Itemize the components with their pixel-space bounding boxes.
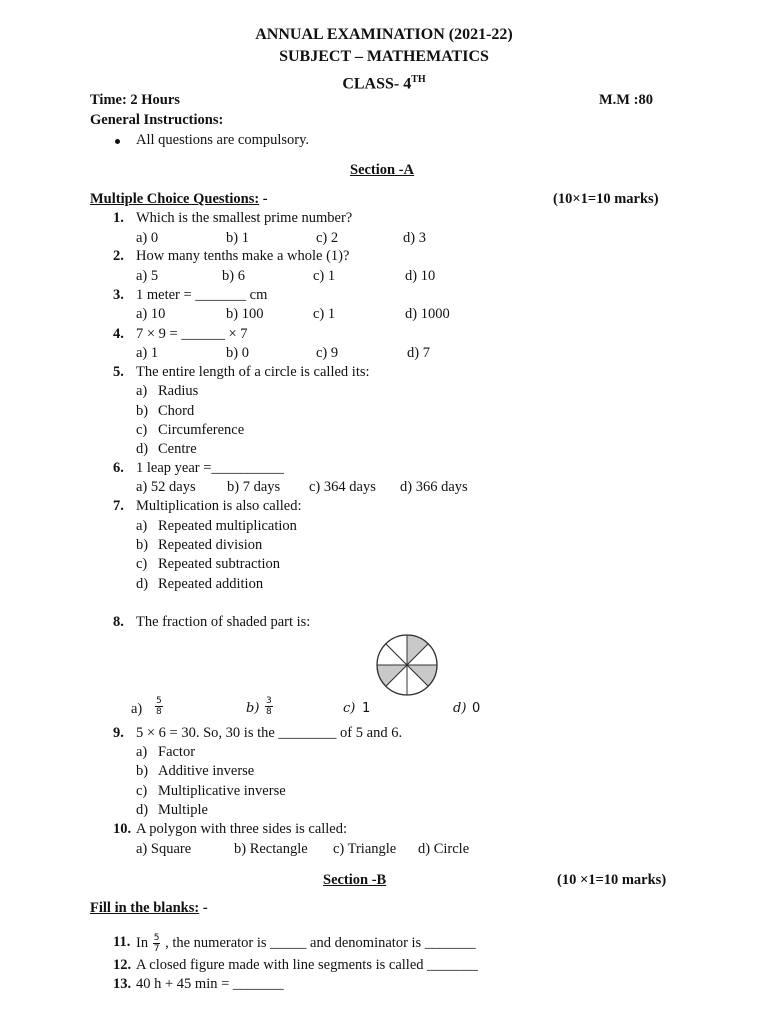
option-d-value: 0: [472, 701, 481, 716]
question-number: 4.: [113, 326, 124, 342]
option-b: b) 7 days: [227, 479, 281, 495]
question-text: Multiplication is also called:: [136, 498, 302, 514]
option-a: a) 5: [136, 268, 159, 284]
option-b-letter: b): [246, 701, 260, 716]
option-b: b) 1: [226, 230, 249, 246]
question-number: 10.: [113, 821, 132, 837]
question-number: 12.: [113, 957, 132, 973]
fill-blanks-dash: -: [199, 900, 208, 916]
option-d: d) 10: [405, 268, 436, 284]
option-c: c) Triangle: [333, 841, 397, 857]
option-b-letter: b): [136, 537, 149, 553]
option-c-letter: c): [343, 701, 356, 716]
question-number: 9.: [113, 725, 124, 741]
question-number: 3.: [113, 287, 124, 303]
instructions-title: General Instructions:: [90, 112, 224, 128]
option-c-letter: c): [136, 783, 148, 799]
option-c-text: Repeated subtraction: [158, 556, 280, 572]
question-suffix: , the numerator is _____ and denominator is _______: [165, 934, 476, 951]
option-b: b) 100: [226, 306, 264, 322]
option-c-letter: c): [136, 422, 148, 438]
question-text: [136, 933, 476, 954]
option-c: c) 9: [316, 345, 339, 361]
option-a-text: Factor: [158, 744, 196, 760]
section-b-title: Section -B: [323, 872, 387, 888]
option-b: b) Rectangle: [234, 841, 308, 857]
question-text: The entire length of a circle is called its:: [136, 364, 370, 380]
option-a: a) 1: [136, 345, 159, 361]
exam-title: ANNUAL EXAMINATION (2021-22): [255, 26, 513, 43]
option-b-text: Chord: [158, 403, 195, 419]
option-a-letter: a): [136, 518, 148, 534]
bullet-icon: [115, 139, 120, 144]
option-a-text: Radius: [158, 383, 199, 399]
shaded-fraction-circle: [374, 633, 440, 697]
option-a: a) 10: [136, 306, 166, 322]
question-number: 6.: [113, 460, 124, 476]
option-a-letter: a): [131, 701, 143, 717]
class-label: CLASS- 4: [342, 75, 412, 93]
option-a: a) 0: [136, 230, 159, 246]
option-c-value: 1: [362, 701, 371, 716]
question-number: 1.: [113, 210, 124, 226]
option-d: d) 3: [403, 230, 426, 246]
mcq-heading-label: Multiple Choice Questions:: [90, 191, 260, 207]
option-b-fraction: [265, 696, 273, 717]
option-c: c) 1: [313, 268, 336, 284]
option-a: a) 52 days: [136, 479, 196, 495]
option-b-letter: b): [136, 763, 149, 779]
option-b-text: Additive inverse: [158, 763, 255, 779]
question-number: 11.: [113, 934, 131, 950]
option-c-text: Multiplicative inverse: [158, 783, 286, 799]
question-text: The fraction of shaded part is:: [136, 614, 311, 630]
max-marks: M.M :80: [599, 92, 653, 108]
option-d-letter: d): [136, 576, 149, 592]
question-text: A polygon with three sides is called:: [136, 821, 348, 837]
option-c-text: Circumference: [158, 422, 245, 438]
option-d-text: Multiple: [158, 802, 208, 818]
fill-blanks-label: Fill in the blanks:: [90, 900, 200, 916]
option-d: d) 366 days: [400, 479, 468, 495]
question-number: 5.: [113, 364, 124, 380]
question-text: 1 meter = _______ cm: [136, 287, 268, 303]
question-text: 5 × 6 = 30. So, 30 is the ________ of 5 and 6.: [136, 725, 403, 741]
fraction-numerator: 3: [266, 696, 272, 706]
mcq-heading: [90, 190, 268, 208]
option-d-text: Centre: [158, 441, 197, 457]
option-c: c) 1: [313, 306, 336, 322]
option-d-text: Repeated addition: [158, 576, 264, 592]
fill-blanks-heading: [90, 899, 208, 917]
question-text: Which is the smallest prime number?: [136, 210, 353, 226]
instruction-item: All questions are compulsory.: [136, 132, 310, 148]
time-label: Time: 2 Hours: [90, 92, 180, 108]
option-c-letter: c): [136, 556, 148, 572]
question-text: 1 leap year =__________: [136, 460, 284, 476]
question-number: 8.: [113, 614, 124, 630]
option-d: d) Circle: [418, 841, 470, 857]
inline-fraction: [153, 933, 161, 954]
option-b-text: Repeated division: [158, 537, 263, 553]
subject-title: SUBJECT – MATHEMATICS: [279, 48, 489, 65]
option-b: b) 0: [226, 345, 249, 361]
option-c: c) 364 days: [309, 479, 376, 495]
option-d-letter: d): [136, 441, 149, 457]
fraction-denominator: 8: [266, 707, 272, 717]
question-number: 13.: [113, 976, 132, 992]
question-text: A closed figure made with line segments is called _______: [136, 957, 478, 973]
fraction-denominator: 8: [156, 707, 162, 717]
mcq-heading-dash: -: [259, 191, 268, 207]
question-text: 7 × 9 = ______ × 7: [136, 326, 248, 342]
option-b: b) 6: [222, 268, 245, 284]
question-text: 40 h + 45 min = _______: [136, 976, 284, 992]
option-b-letter: b): [136, 403, 149, 419]
section-b-marks: (10 ×1=10 marks): [557, 872, 667, 888]
option-d-letter: d): [136, 802, 149, 818]
fraction-numerator: 5: [156, 696, 162, 706]
section-a-marks: (10×1=10 marks): [553, 191, 659, 207]
question-number: 7.: [113, 498, 124, 514]
option-d: d) 7: [407, 345, 430, 361]
option-d: d) 1000: [405, 306, 450, 322]
option-a-fraction: [155, 696, 163, 717]
option-d-letter: d): [453, 701, 467, 716]
question-text: How many tenths make a whole (1)?: [136, 248, 350, 264]
option-a: a) Square: [136, 841, 192, 857]
option-c: c) 2: [316, 230, 339, 246]
question-prefix: In: [136, 934, 149, 951]
option-a-letter: a): [136, 383, 148, 399]
question-number: 2.: [113, 248, 124, 264]
fraction-denominator: 7: [153, 944, 160, 954]
option-a-letter: a): [136, 744, 148, 760]
class-superscript: TH: [411, 74, 426, 85]
fraction-numerator: 5: [153, 933, 160, 943]
option-a-text: Repeated multiplication: [158, 518, 297, 534]
section-a-title: Section -A: [350, 162, 415, 178]
